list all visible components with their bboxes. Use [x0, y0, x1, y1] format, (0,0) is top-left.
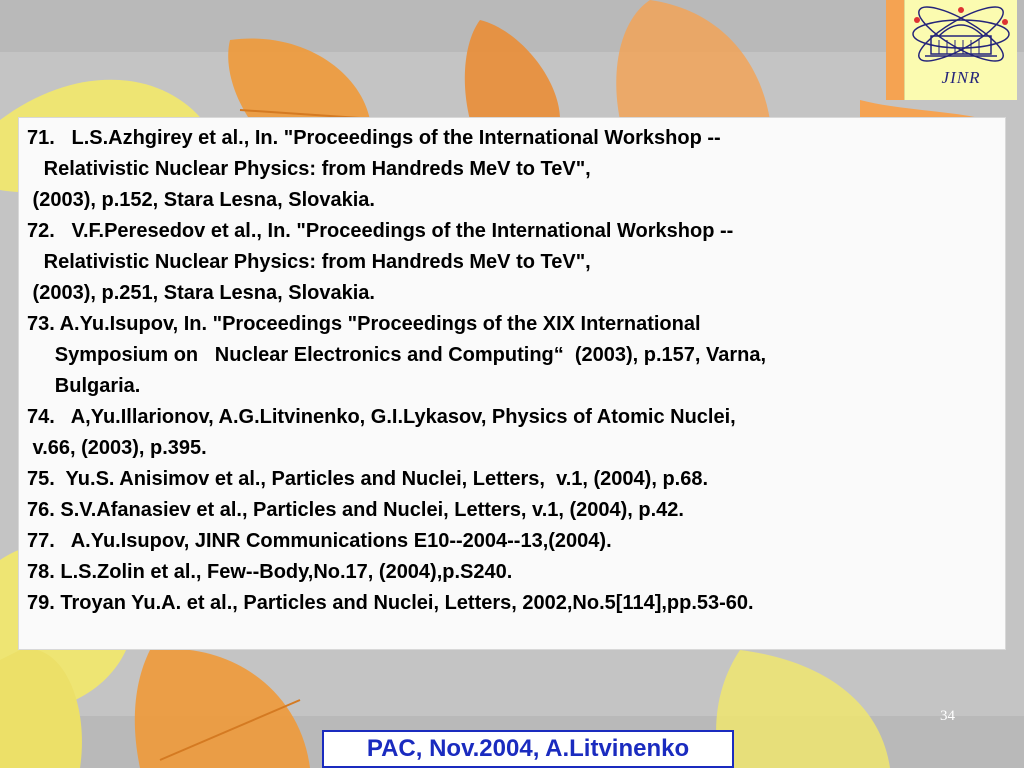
logo-text: JINR [941, 68, 981, 87]
reference-line: 71. L.S.Azhgirey et al., In. "Proceedings of the International Workshop -- [27, 127, 721, 149]
reference-line: 74. A,Yu.Illarionov, A.G.Litvinenko, G.I.Lykasov, Physics of Atomic Nuclei, [27, 406, 736, 428]
reference-line: Relativistic Nuclear Physics: from Handreds MeV to TeV", [27, 251, 591, 273]
reference-line: 79. Troyan Yu.A. et al., Particles and Nuclei, Letters, 2002,No.5[114],pp.53-60. [27, 592, 754, 614]
reference-line: 77. A.Yu.Isupov, JINR Communications E10--2004--13,(2004). [27, 530, 612, 552]
page-number: 34 [940, 708, 955, 724]
logo-accent-strip [886, 0, 904, 100]
reference-line: 78. L.S.Zolin et al., Few--Body,No.17, (2004),p.S240. [27, 561, 513, 583]
reference-line: 75. Yu.S. Anisimov et al., Particles and Nuclei, Letters, v.1, (2004), p.68. [27, 468, 709, 490]
reference-line: 76. S.V.Afanasiev et al., Particles and Nuclei, Letters, v.1, (2004), p.42. [27, 499, 684, 521]
reference-line: (2003), p.152, Stara Lesna, Slovakia. [27, 189, 375, 211]
reference-line: 73. A.Yu.Isupov, In. "Proceedings "Proceedings of the XIX International [27, 313, 701, 335]
reference-line: Bulgaria. [27, 375, 141, 397]
reference-line: 72. V.F.Peresedov et al., In. "Proceedings of the International Workshop -- [27, 220, 734, 242]
footer-caption: PAC, Nov.2004, A.Litvinenko [322, 730, 734, 768]
reference-line: Relativistic Nuclear Physics: from Handreds MeV to TeV", [27, 158, 591, 180]
reference-list [27, 123, 1002, 619]
reference-line: (2003), p.251, Stara Lesna, Slovakia. [27, 282, 375, 304]
jinr-logo [904, 0, 1017, 100]
reference-line: v.66, (2003), p.395. [27, 437, 207, 459]
reference-line: Symposium on Nuclear Electronics and Computing“ (2003), p.157, Varna, [27, 344, 767, 366]
